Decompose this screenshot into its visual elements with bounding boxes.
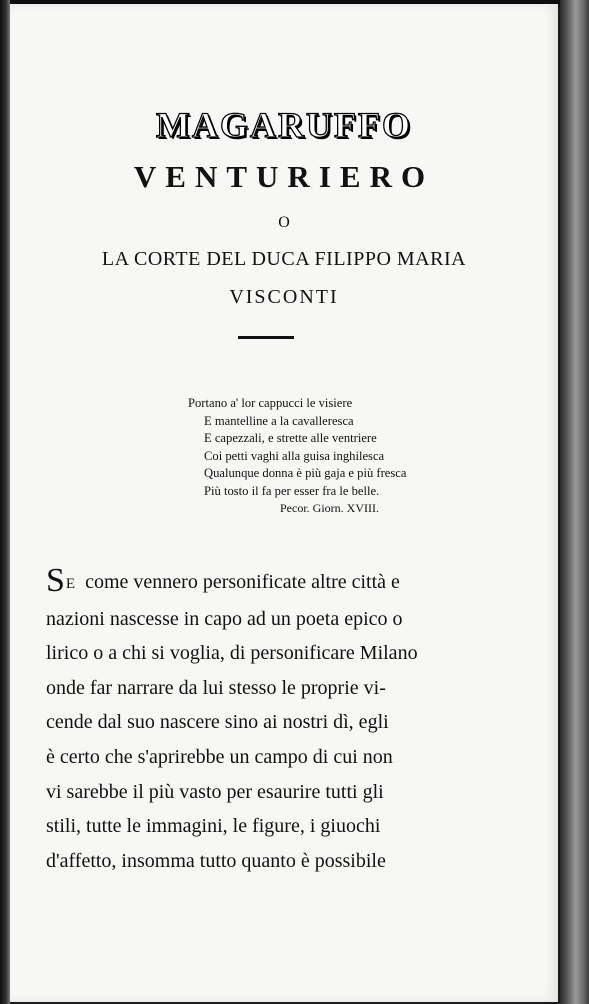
body-line: nazioni nascesse in capo ad un poeta epico o [46, 607, 403, 630]
body-line: onde far narrare da lui stesso le proprie vi- [46, 676, 386, 699]
epigraph-line: Più tosto il fa per esser fra le belle. [204, 483, 380, 498]
scan-left-edge [0, 0, 10, 1004]
body-line: stili, tutte le immagini, le figure, i giuochi [46, 815, 381, 838]
title-conjunction: O [278, 214, 290, 231]
book-spine-edge [560, 0, 589, 1004]
title-rule [238, 336, 294, 339]
body-paragraph [46, 562, 536, 878]
epigraph-line: E capezzali, e strette alle ventriere [204, 431, 377, 445]
title-second: VENTURIERO [133, 159, 435, 194]
body-line: è certo che s'aprirebbe un campo di cui non [46, 745, 393, 768]
epigraph-line: Coi petti vaghi alla guisa inghilesca [204, 448, 385, 463]
epigraph-citation: Pecor. Giorn. XVIII. [280, 501, 379, 515]
drop-cap: S [46, 562, 65, 599]
subtitle-line-1: LA CORTE DEL DUCA FILIPPO MARIA [101, 248, 467, 270]
epigraph-line: Portano a' lor cappucci le visiere [188, 396, 353, 410]
body-line [46, 562, 536, 602]
body-line: lirico o a chi si voglia, di personificare Milano [46, 642, 418, 665]
body-line-text: come vennero personificate altre città e [85, 571, 400, 593]
body-line: d'affetto, insomma tutto quanto è possibile [46, 849, 386, 872]
book-page [10, 4, 558, 1002]
epigraph [188, 395, 548, 518]
epigraph-line: Qualunque donna è più gaja e più fresca [204, 466, 407, 480]
subtitle-line-2: VISCONTI [229, 286, 339, 308]
body-line: vi sarebbe il più vasto per esaurire tutti gli [46, 780, 384, 803]
epigraph-line: E mantelline a la cavalleresca [204, 413, 354, 428]
title-main: MAGARUFFO [156, 105, 412, 145]
drop-cap-rest: E [65, 576, 76, 592]
body-line: cende dal suo nascere sino ai nostri dì, egli [46, 711, 389, 734]
